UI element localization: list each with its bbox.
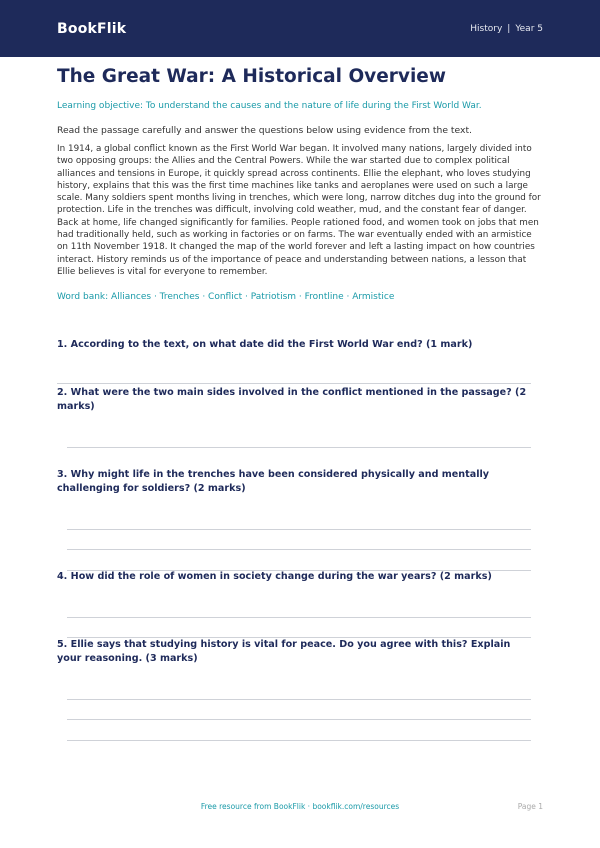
question-1: 1. According to the text, on what date did the First World War end? (1 mark) <box>57 339 473 350</box>
word-bank: Word bank: Alliances · Trenches · Conflict · Patriotism · Frontline · Armistice <box>57 292 395 303</box>
reading-passage: In 1914, a global conflict known as the First World War began. It involved many nations, largely divided into two opposing groups: the Allies and the Central Powers. While the war started due to complex political alliances and tensions in Europe, it quickly spread across continents. Ellie the elephant, who loves studying history, explains that this was the first time machines like tanks and aeroplanes were used on such a large scale. Many soldiers spent months living in trenches, which were long, narrow ditches dug into the ground for protection. Life in the trenches was difficult, involving cold weather, mud, and the constant fear of danger. Back at home, life changed significantly for families. People rationed food, and women took on jobs that men had traditionally held, such as working in factories or on farms. The war eventually ended with an armistice on 11th November 1918. It changed the map of the world forever and left a lasting impact on how countries interact. History reminds us of the importance of peace and understanding between nations, a lesson that Ellie believes is vital for everyone to remember. <box>57 144 541 277</box>
answer-line[interactable] <box>67 447 531 448</box>
footer-resource-link[interactable]: Free resource from BookFlik · bookflik.com/resources <box>200 802 400 811</box>
question-3: 3. Why might life in the trenches have been considered physically and mentally challenging for soldiers? (2 marks) <box>57 469 490 494</box>
instructions: Read the passage carefully and answer the questions below using evidence from the text. <box>57 125 472 136</box>
answer-line[interactable] <box>57 383 531 384</box>
worksheet-intro <box>57 64 543 304</box>
header-bar <box>0 0 600 57</box>
learning-objective: Learning objective: To understand the causes and the nature of life during the First World War. <box>57 101 482 111</box>
question-5: 5. Ellie says that studying history is vital for peace. Do you agree with this? Explain your reasoning. (3 marks) <box>57 639 511 664</box>
subject-label: History <box>470 23 503 34</box>
answer-line[interactable] <box>67 529 531 530</box>
year-label: Year 5 <box>515 23 543 34</box>
answer-line[interactable] <box>67 740 531 741</box>
answer-line[interactable] <box>67 699 531 700</box>
answer-line[interactable] <box>67 617 531 618</box>
question-4: 4. How did the role of women in society change during the war years? (2 marks) <box>57 571 492 582</box>
answer-line[interactable] <box>67 549 531 550</box>
header-meta <box>470 24 543 34</box>
page-title: The Great War: A Historical Overview <box>57 66 446 87</box>
page-number: Page 1 <box>517 802 543 811</box>
answer-line[interactable] <box>67 719 531 720</box>
header-separator: | <box>507 23 511 34</box>
question-2: 2. What were the two main sides involved in the conflict mentioned in the passage? (2 marks) <box>57 387 527 412</box>
brand-logo: BookFlik <box>57 20 127 37</box>
